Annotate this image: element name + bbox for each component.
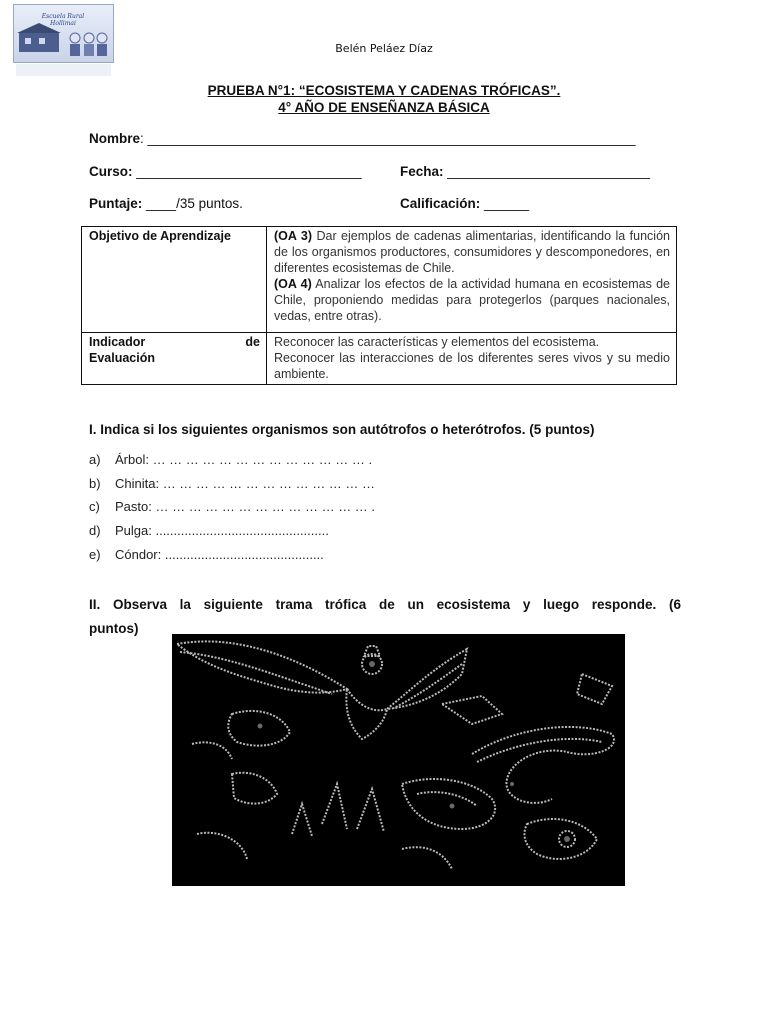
oa3-code: (OA 3) [274, 229, 313, 243]
grade-blank: ______ [484, 196, 530, 211]
answer-letter: a) [89, 452, 101, 467]
name-blank: : _________________________________________________________________ [140, 131, 636, 146]
answer-letter: d) [89, 523, 101, 538]
answer-letter: e) [89, 547, 101, 562]
oa4-text: Analizar los efectos de la actividad humana en ecosistemas de Chile, proponiendo medidas para protegerlos (parques nacionales, vedas, entre otras). [274, 277, 670, 323]
logo-text-2: Hollimai [50, 20, 76, 27]
indicator-label [82, 333, 267, 385]
score-label: Puntaje: [89, 196, 143, 211]
objective-text [267, 227, 677, 333]
answer-letter: c) [89, 499, 100, 514]
answer-item-e[interactable] [89, 547, 324, 562]
grade-field[interactable] [400, 196, 529, 211]
name-field[interactable] [89, 131, 636, 146]
indicator-label-1: Indicador [89, 335, 146, 349]
logo-text-1: Escuela Rural [41, 13, 85, 20]
objective-label: Objetivo de Aprendizaje [82, 227, 267, 333]
date-blank: ___________________________ [447, 164, 650, 179]
answer-text: Chinita: … … … … … … … … … … … … … [115, 476, 376, 491]
answer-text: Pasto: … … … … … … … … … … … … … . [115, 499, 376, 514]
indicator-label-2: Evaluación [89, 351, 155, 365]
indicator-text-1: Reconocer las características y elementos del ecosistema. [274, 335, 600, 349]
oa4-code: (OA 4) [274, 277, 312, 291]
answer-item-c[interactable] [89, 499, 375, 514]
date-field[interactable] [400, 164, 650, 179]
course-field[interactable] [89, 164, 362, 179]
exam-grade: 4° AÑO DE ENSEÑANZA BÁSICA [278, 100, 490, 115]
answer-text: Pulga: ................................................ [115, 523, 329, 538]
oa3-paragraph [274, 228, 670, 276]
grade-label: Calificación: [400, 196, 481, 211]
date-label: Fecha: [400, 164, 444, 179]
name-label: Nombre [89, 131, 141, 146]
indicator-label-de: de [245, 335, 260, 349]
course-blank: ______________________________ [136, 164, 362, 179]
objectives-table [81, 226, 677, 385]
indicator-text-2: Reconocer las interacciones de los diferentes seres vivos y su medio ambiente. [274, 351, 670, 381]
oa4-paragraph [274, 276, 670, 324]
author-name: Belén Peláez Díaz [335, 42, 433, 55]
score-value: ____/35 puntos. [146, 196, 243, 211]
score-field[interactable] [89, 196, 243, 211]
school-logo [13, 4, 114, 76]
food-web-image [172, 634, 625, 886]
indicator-row [82, 333, 677, 385]
answer-item-d[interactable] [89, 523, 329, 538]
answer-item-b[interactable] [89, 476, 375, 491]
answer-letter: b) [89, 476, 101, 491]
indicator-text [267, 333, 677, 385]
answer-item-a[interactable] [89, 452, 372, 467]
answer-text: Cóndor: ............................................ [115, 547, 324, 562]
section-1-question: I. Indica si los siguientes organismos son autótrofos o heterótrofos. (5 puntos) [89, 422, 595, 437]
answer-text: Árbol: … … … … … … … … … … … … … . [115, 452, 373, 467]
objective-row [82, 227, 677, 333]
exam-title: PRUEBA N°1: “ECOSISTEMA Y CADENAS TRÓFICAS”. [207, 83, 561, 98]
oa3-text: Dar ejemplos de cadenas alimentarias, identificando la función de los organismos productores, consumidores y descomponedores, en diferentes ecosistemas de Chile. [274, 229, 670, 275]
course-label: Curso: [89, 164, 133, 179]
section-2-question-line-1: II. Observa la siguiente trama trófica de un ecosistema y luego responde. (6 [89, 597, 681, 612]
section-2-question-line-2: puntos) [89, 621, 139, 636]
